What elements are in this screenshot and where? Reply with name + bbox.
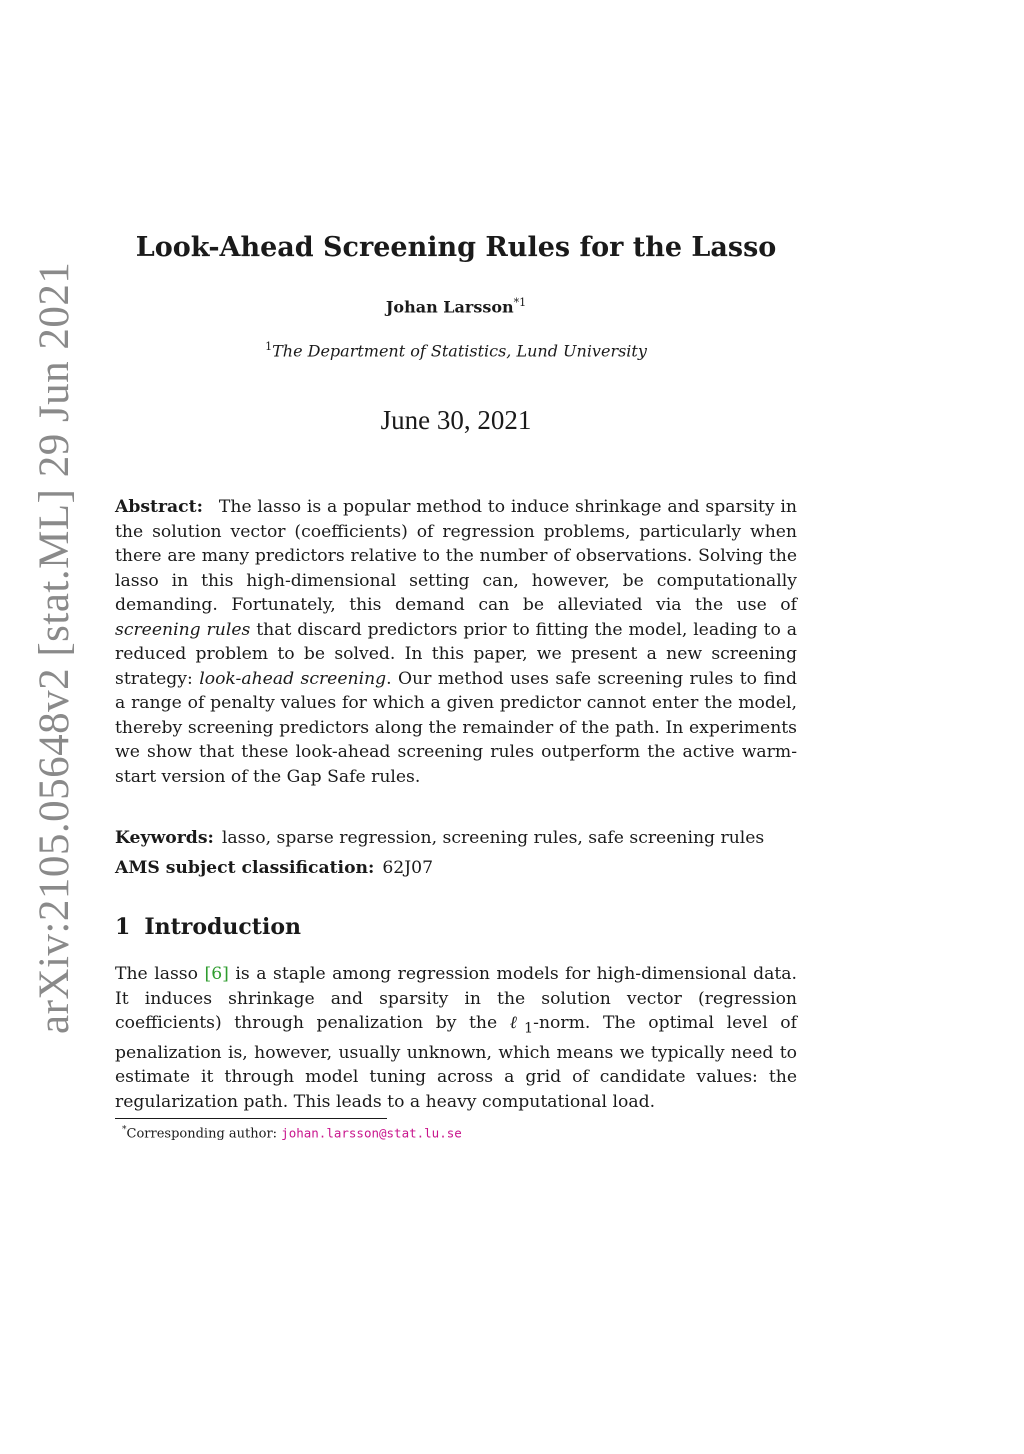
abstract-text-3: . Our method uses safe screening rules to find a range of penalty values for which a given predictor cannot enter the model, thereby screening predictors along the remainder of the path. In experiments we show that these look-ahead screening rules outperform the active warm-start version of the Gap Safe rules.	[115, 668, 797, 787]
abstract-label: Abstract:	[115, 497, 203, 517]
author-name: Johan Larsson	[385, 297, 514, 317]
footnote-mark: *	[122, 1125, 127, 1135]
affiliation-line	[0, 340, 912, 360]
ams-line	[115, 858, 815, 878]
paper-date: June 30, 2021	[380, 405, 532, 435]
footnote	[122, 1125, 462, 1141]
ams-label: AMS subject classification:	[115, 858, 375, 878]
footnote-rule	[115, 1118, 387, 1119]
norm-symbol: ℓ	[509, 1013, 525, 1033]
affiliation-text: The Department of Statistics, Lund University	[272, 341, 647, 361]
intro-text-3: -norm. The optimal level of penalization is, however, usually unknown, which means we typically need to estimate it through model tuning across a grid of candidate values: the regularization path. This leads to a heavy computational load.	[115, 1013, 797, 1112]
arxiv-side-stamp: arXiv:2105.05648v2 [stat.ML] 29 Jun 2021	[31, 262, 78, 1035]
abstract-text-1: The lasso is a popular method to induce shrinkage and sparsity in the solution vector (coefficients) of regression problems, particularly when there are many predictors relative to the number of observations. Solving the lasso in this high-dimensional setting can, however, be computationally demanding. Fortunately, this demand can be alleviated via the use of	[115, 497, 797, 615]
ams-text: 62J07	[382, 858, 434, 878]
intro-text-1: The lasso	[115, 964, 205, 984]
section-title: Introduction	[144, 914, 301, 940]
author-marks: *1	[513, 296, 527, 309]
abstract-emphasis-1: screening rules	[115, 619, 251, 640]
email-link[interactable]: johan.larsson@stat.lu.se	[281, 1125, 462, 1141]
keywords-line	[115, 828, 815, 848]
intro-paragraph	[115, 962, 797, 1114]
norm-subscript: 1	[524, 1020, 534, 1037]
footnote-label: Corresponding author:	[126, 1126, 282, 1142]
affiliation-mark: 1	[265, 340, 273, 353]
section-heading	[115, 914, 301, 940]
section-number: 1	[115, 914, 131, 940]
paper-title: Look-Ahead Screening Rules for the Lasso	[135, 232, 777, 263]
author-line	[0, 296, 912, 316]
abstract-text-2: that discard predictors prior to fitting the model, leading to a reduced problem to be solved. In this paper, we present a new screening strategy:	[115, 619, 797, 689]
keywords-label: Keywords:	[115, 828, 214, 848]
citation-link[interactable]: [6]	[204, 964, 229, 984]
abstract	[115, 495, 797, 789]
intro-text-2: is a staple among regression models for high-dimensional data. It induces shrinkage and sparsity in the solution vector (regression coefficients) through penalization by the	[115, 964, 797, 1033]
abstract-emphasis-2: look-ahead screening	[199, 668, 387, 689]
keywords-text: lasso, sparse regression, screening rules, safe screening rules	[221, 828, 765, 848]
